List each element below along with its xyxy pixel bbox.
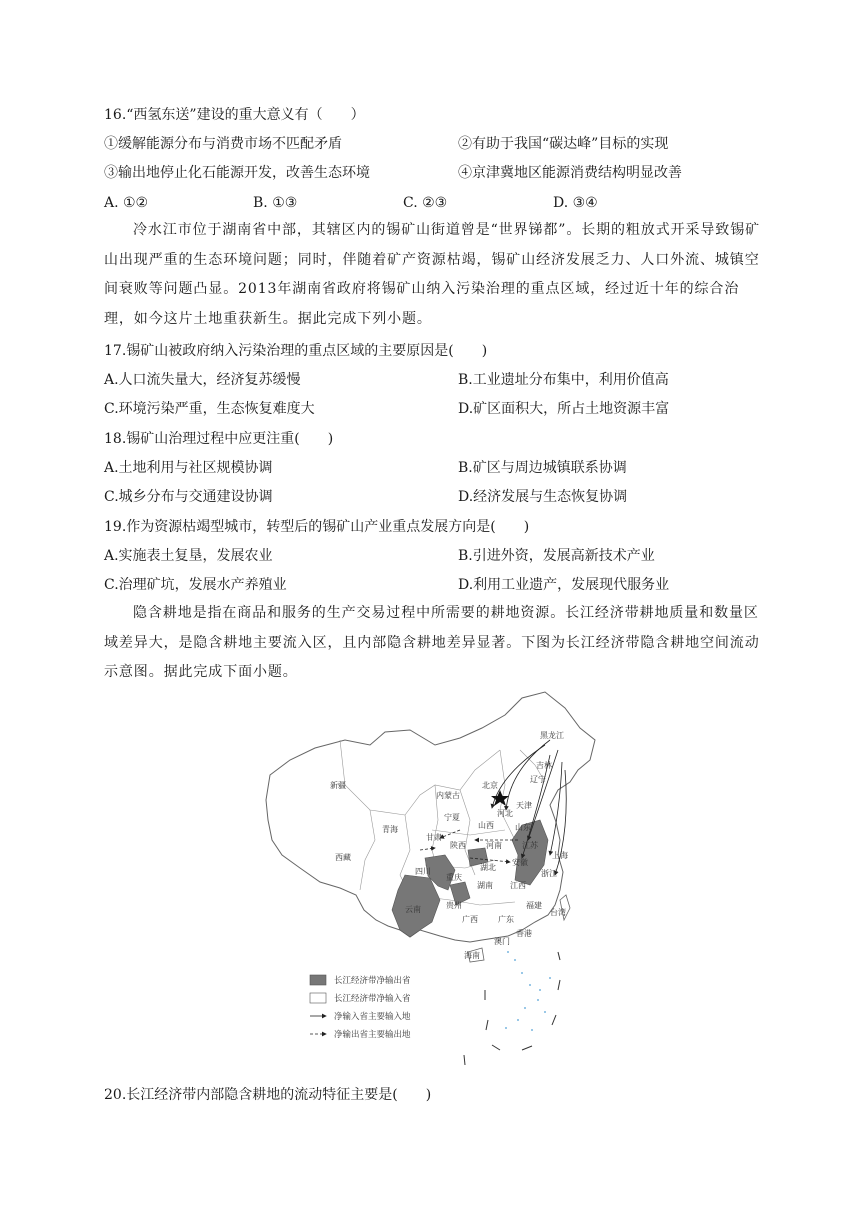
passage-xikuangshan: 冷水江市位于湖南省中部，其辖区内的锡矿山街道曾是“世界锑都”。长期的粗放式开采导致锡矿山出现严重的生态环境问题；同时，伴随着矿产资源枯竭，锡矿山经济发展乏力、人口外流、城镇空间衰败等问题凸显。2013年湖南省政府将锡矿山纳入污染治理的重点区域，经过近十年的综合治理，如今这片土地重获新生。据此完成下列小题。 (104, 222, 761, 327)
q19-option-c[interactable]: C.治理矿坑，发展水产养殖业 (104, 577, 287, 593)
q16-option-c[interactable]: C. ②③ (403, 195, 448, 211)
q16-option-b[interactable]: B. ①③ (253, 195, 298, 211)
legend-importer-swatch (310, 993, 326, 1003)
label-xizang: 西藏 (335, 853, 351, 862)
label-fujian: 福建 (526, 901, 542, 910)
label-taiwan: 台湾 (550, 908, 566, 917)
label-jilin: 吉林 (536, 761, 552, 770)
q16-statement-3: ③输出地停止化石能源开发，改善生态环境 (104, 165, 370, 181)
legend-import-arrow: 净输入省主要输入地 (334, 1012, 411, 1022)
label-yunnan: 云南 (405, 905, 421, 914)
q17-option-a[interactable]: A.人口流失量大，经济复苏缓慢 (104, 372, 301, 388)
label-hainan: 海南 (464, 951, 480, 960)
q19-option-b[interactable]: B.引进外资，发展高新技术产业 (458, 548, 655, 564)
label-sichuan: 四川 (415, 867, 431, 876)
q17-option-d[interactable]: D.矿区面积大，所占土地资源丰富 (458, 401, 670, 417)
nine-dash-line (464, 952, 560, 1065)
label-beijing: 北京 (482, 781, 498, 790)
q16-statement-2: ②有助于我国“碳达峰”目标的实现 (458, 136, 669, 152)
label-shanxi: 山西 (478, 821, 494, 830)
label-guizhou: 贵州 (446, 901, 462, 910)
label-shanghai: 上海 (552, 851, 568, 860)
q16-statement-1: ①缓解能源分布与消费市场不匹配矛盾 (104, 136, 342, 152)
label-jiangxi: 江西 (510, 881, 526, 890)
label-liaoning: 辽宁 (530, 775, 546, 784)
label-tianjin: 天津 (516, 801, 532, 810)
q18-option-a[interactable]: A.土地利用与社区规模协调 (104, 460, 273, 476)
label-zhejiang: 浙江 (541, 869, 557, 878)
label-hubei: 湖北 (480, 863, 496, 872)
label-anhui: 安徽 (512, 858, 528, 867)
legend-exporter: 长江经济带净输出省 (334, 976, 411, 986)
label-gansu: 甘肃 (426, 833, 442, 842)
label-qinghai: 青海 (382, 825, 398, 834)
label-guangxi: 广西 (462, 915, 478, 924)
label-neimenggu: 内蒙古 (436, 791, 460, 800)
label-xinjiang: 新疆 (330, 781, 346, 790)
q19-stem: 19.作为资源枯竭型城市，转型后的锡矿山产业重点发展方向是( ) (104, 519, 530, 535)
south-sea-islands (505, 951, 551, 1031)
q16-stem: 16.“西氢东送”建设的重大意义有（ ） (104, 107, 365, 123)
q17-option-b[interactable]: B.工业遗址分布集中，利用价值高 (458, 372, 669, 388)
q19-option-d[interactable]: D.利用工业遗产，发展现代服务业 (458, 577, 670, 593)
label-chongqing: 重庆 (446, 873, 462, 882)
label-jiangsu: 江苏 (522, 841, 538, 850)
label-xianggang: 香港 (516, 929, 532, 938)
label-shandong: 山东 (515, 823, 531, 832)
q16-option-d[interactable]: D. ③④ (553, 195, 598, 211)
map-legend (310, 975, 411, 1040)
q18-option-d[interactable]: D.经济发展与生态恢复协调 (458, 489, 628, 505)
label-guangdong: 广东 (498, 915, 514, 924)
label-henan: 河南 (486, 841, 502, 850)
q19-option-a[interactable]: A.实施表土复垦，发展农业 (104, 548, 273, 564)
q18-option-b[interactable]: B.矿区与周边城镇联系协调 (458, 460, 627, 476)
q16-statement-4: ④京津冀地区能源消费结构明显改善 (458, 165, 682, 181)
q17-option-c[interactable]: C.环境污染严重，生态恢复难度大 (104, 401, 315, 417)
label-shaanxi: 陕西 (450, 841, 466, 850)
legend-importer: 长江经济带净输入省 (334, 994, 411, 1004)
label-aomen: 澳门 (494, 937, 510, 946)
label-hebei: 河北 (497, 809, 513, 818)
legend-exporter-swatch (310, 975, 326, 985)
q16-option-a[interactable]: A. ①② (104, 195, 149, 211)
label-hunan: 湖南 (477, 881, 493, 890)
q20-stem: 20.长江经济带内部隐含耕地的流动特征主要是( ) (104, 1087, 432, 1103)
label-heilongjiang: 黑龙江 (540, 731, 564, 740)
label-ningxia: 宁夏 (444, 813, 460, 822)
legend-export-arrow: 净输出省主要输出地 (334, 1030, 411, 1040)
passage-embodied-farmland: 隐含耕地是指在商品和服务的生产交易过程中所需要的耕地资源。长江经济带耕地质量和数量区域差异大，是隐含耕地主要流入区，且内部隐含耕地差异显著。下图为长江经济带隐含耕地空间流动示意图。据此完成下面小题。 (104, 605, 760, 680)
q18-stem: 18.锡矿山治理过程中应更注重( ) (104, 431, 334, 447)
yangtze-embodied-farmland-flow-map (260, 690, 600, 1070)
q18-option-c[interactable]: C.城乡分布与交通建设协调 (104, 489, 273, 505)
q17-stem: 17.锡矿山被政府纳入污染治理的重点区域的主要原因是( ) (104, 343, 488, 359)
